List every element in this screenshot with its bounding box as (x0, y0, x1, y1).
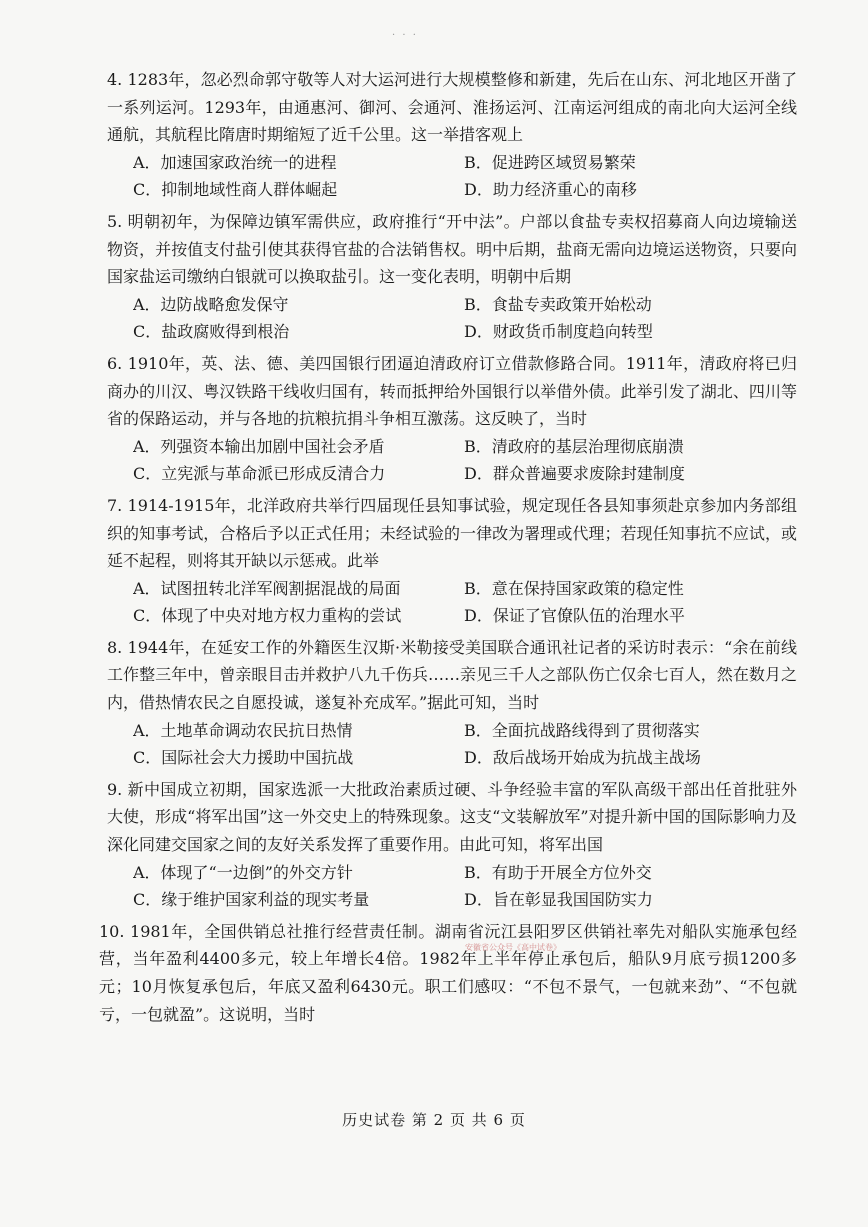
option-a: A．列强资本输出加剧中国社会矛盾 (133, 436, 385, 456)
watermark: 安徽省公众号《高中试卷》 (465, 943, 561, 952)
option-b: B．食盐专卖政策开始松动 (464, 294, 652, 314)
option-c: C．立宪派与革命派已形成反清合力 (133, 464, 386, 484)
question-5 (107, 208, 797, 346)
option-grid (107, 433, 797, 488)
option-d: D．财政货币制度趋向转型 (464, 322, 653, 342)
question-stem: 10. 1981年，全国供销总社推行经营责任制。湖南省沅江县阳罗区供销社率先对船队实施承包经营，当年盈利4400多元，较上年增长4倍。1982年上半年停止承包后，船队9月底亏损1200多元；10月恢复承包后，年底又盈利6430元。职工们感叹：“不包不景气，一包就来劲”、“不包就亏，一包就盈”。这说明，当时 (99, 921, 797, 1024)
option-d: D．保证了官僚队伍的治理水平 (464, 606, 685, 626)
option-b: B．清政府的基层治理彻底崩溃 (464, 436, 684, 456)
option-grid (107, 291, 797, 346)
question-10 (99, 918, 797, 1028)
page-footer: 历史试卷 第 2 页 共 6 页 (342, 1111, 526, 1129)
option-c: C．抑制地域性商人群体崛起 (133, 180, 338, 200)
option-d: D．助力经济重心的南移 (464, 180, 637, 200)
scan-mark: · · · (392, 30, 418, 41)
question-4 (107, 66, 797, 204)
option-a: A．试图扭转北洋军阀割据混战的局面 (133, 578, 401, 598)
option-a: A．土地革命调动农民抗日热情 (133, 720, 353, 740)
question-8 (107, 634, 797, 772)
option-c: C．缘于维护国家利益的现实考量 (133, 890, 370, 910)
question-7 (107, 492, 797, 630)
option-c: C．体现了中央对地方权力重构的尝试 (133, 606, 402, 626)
option-b: B．意在保持国家政策的稳定性 (464, 578, 684, 598)
question-stem: 4. 1283年，忽必烈命郭守敬等人对大运河进行大规模整修和新建，先后在山东、河北地区开凿了一系列运河。1293年，由通惠河、御河、会通河、淮扬运河、江南运河组成的南北向大运河全线通航，其航程比隋唐时期缩短了近千公里。这一举措客观上 (107, 70, 797, 145)
question-stem: 8. 1944年，在延安工作的外籍医生汉斯·米勒接受美国联合通讯社记者的采访时表示：“余在前线工作整三年中，曾亲眼目击并救护八九千伤兵……亲见三千人之部队伤亡仅余七百人，然在数月之内，借热情农民之自愿投诚，遂复补充成军。”据此可知，当时 (107, 637, 797, 713)
option-grid (107, 717, 797, 772)
option-c: C．盐政腐败得到根治 (133, 322, 290, 342)
question-stem: 5. 明朝初年，为保障边镇军需供应，政府推行“开中法”。户部以食盐专卖权招募商人向边境输送物资，并按值支付盐引使其获得官盐的合法销售权。明中后期，盐商无需向边境运送物资，只要向国家盐运司缴纳白银就可以换取盐引。这一变化表明，明朝中后期 (107, 211, 797, 287)
option-grid (107, 859, 797, 914)
option-grid (107, 149, 797, 204)
option-a: A．边防战略愈发保守 (133, 294, 289, 314)
question-6 (107, 350, 797, 488)
option-d: D．群众普遍要求废除封建制度 (464, 464, 685, 484)
option-a: A．体现了“一边倒”的外交方针 (133, 862, 353, 882)
option-d: D．旨在彰显我国国防实力 (464, 890, 653, 910)
option-b: B．有助于开展全方位外交 (464, 862, 652, 882)
option-grid (107, 575, 797, 630)
option-b: B．促进跨区域贸易繁荣 (464, 152, 636, 172)
question-stem: 7. 1914-1915年，北洋政府共举行四届现任县知事试验，规定现任各县知事须赴京参加内务部组织的知事考试，合格后予以正式任用；未经试验的一律改为署理或代理；若现任知事抗不应试，或延不起程，则将其开缺以示惩戒。此举 (107, 495, 797, 571)
question-stem: 6. 1910年，英、法、德、美四国银行团逼迫清政府订立借款修路合同。1911年，清政府将已归商办的川汉、粤汉铁路干线收归国有，转而抵押给外国银行以举借外债。此举引发了湖北、四川等省的保路运动，并与各地的抗粮抗捐斗争相互激荡。这反映了，当时 (107, 353, 797, 429)
option-b: B．全面抗战路线得到了贯彻落实 (464, 720, 700, 740)
option-c: C．国际社会大力援助中国抗战 (133, 748, 354, 768)
option-d: D．敌后战场开始成为抗战主战场 (464, 748, 701, 768)
question-stem: 9. 新中国成立初期，国家选派一大批政治素质过硬、斗争经验丰富的军队高级干部出任首批驻外大使，形成“将军出国”这一外交史上的特殊现象。这支“文装解放军”对提升新中国的国际影响力及深化同建交国家之间的友好关系发挥了重要作用。由此可知，将军出国 (107, 779, 797, 855)
option-a: A．加速国家政治统一的进程 (133, 152, 337, 172)
question-9 (107, 776, 797, 914)
question-list (99, 66, 797, 1032)
